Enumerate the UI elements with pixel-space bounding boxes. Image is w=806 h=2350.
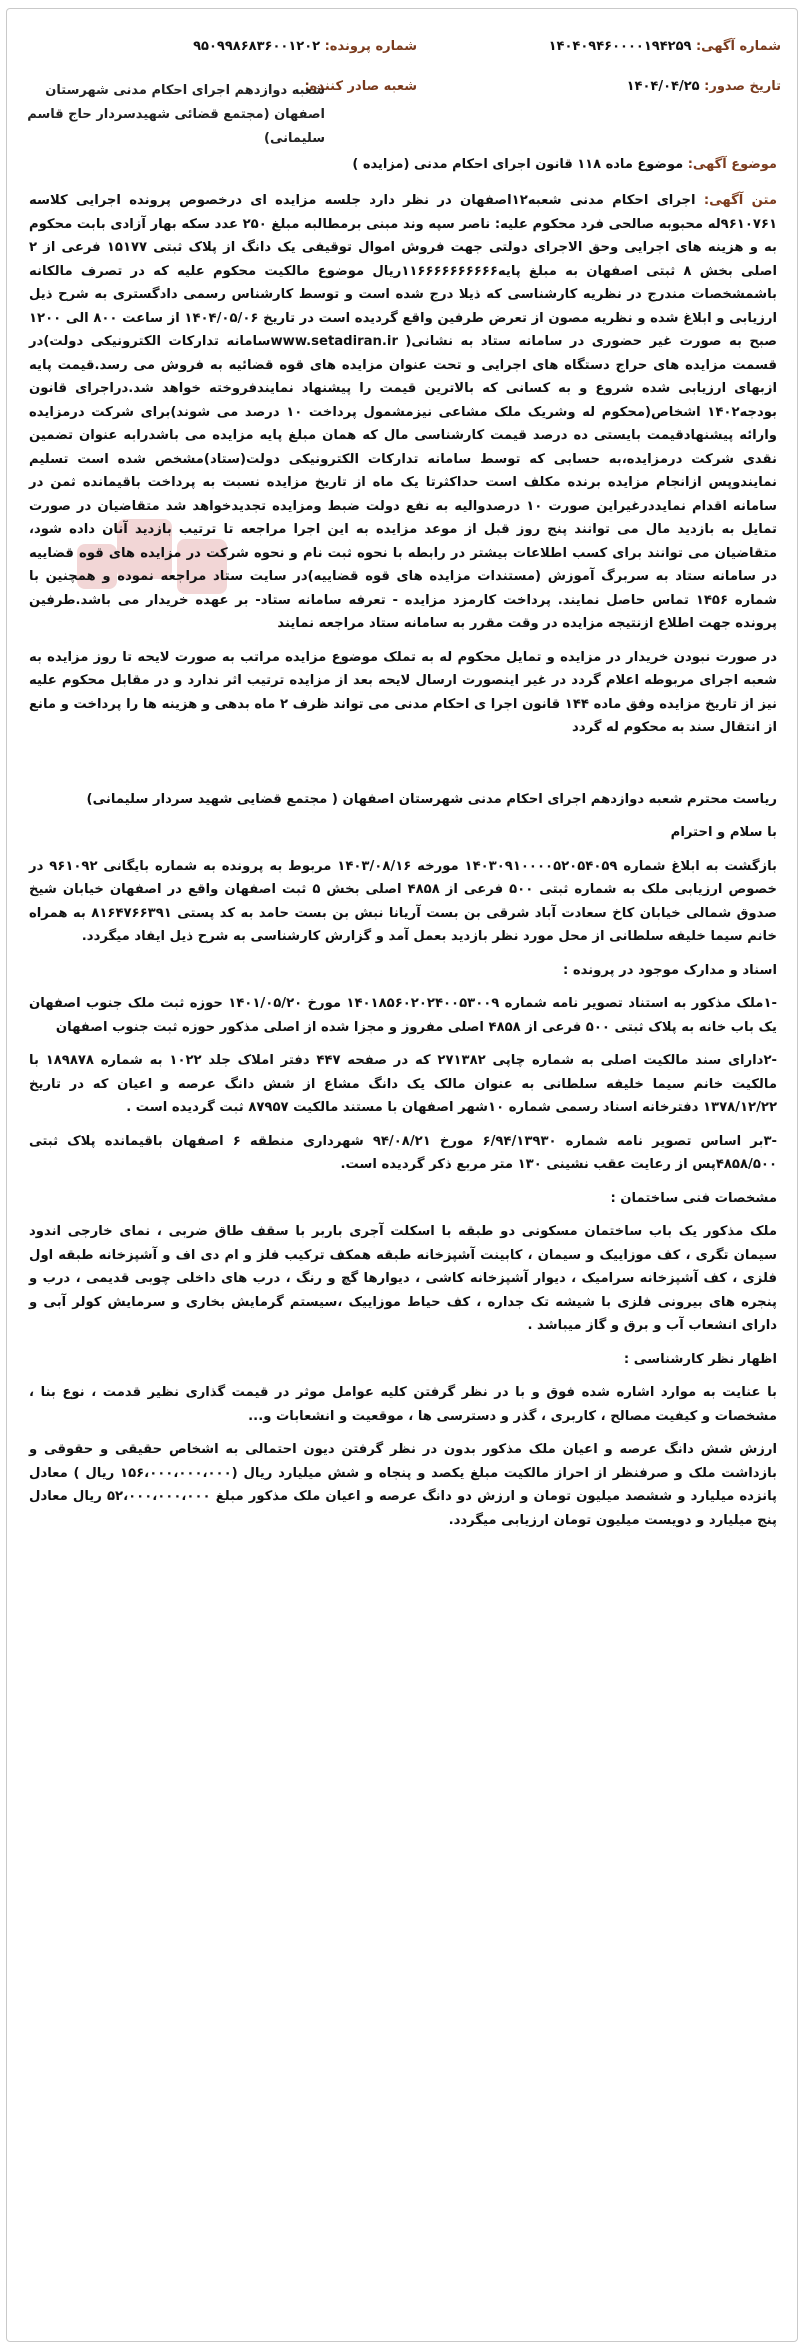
case-number (193, 39, 417, 54)
report-addressee: ریاست محترم شعبه دوازدهم اجرای احکام مدنی شهرستان اصفهان ( مجتمع قضایی شهید سردار سلیمانی) (86, 791, 777, 807)
header (7, 39, 797, 146)
doc-item-2: -۲دارای سند مالکیت اصلی به شماره چاپی ۲۷۱۳۸۲ که در صفحه ۴۴۷ دفتر املاک جلد ۱۰۲۲ به شماره ۱۸۹۸۷۸ با مالکیت خانم سیما خلیفه سلطانی به عنوان مالک یک دانگ مشاع از شش دانگ عرصه و اعیان که در تاریخ ۱۳۷۸/۱۲/۲۲ دفترخانه اسناد رسمی شماره ۱۰شهر اصفهان با مستند مالکیت ۸۷۹۵۷ ثبت گردیده است . (29, 1053, 777, 1115)
document-frame (6, 8, 798, 2342)
ad-topic (27, 157, 777, 172)
issue-date (627, 79, 781, 94)
body-para-2: در صورت نبودن خریدار در مزایده و تمایل محکوم له به تملک موضوع مزایده مراتب به صورت لایحه تا روز مزایده به شعبه اجرای مربوطه اعلام گردد در غیر اینصورت ارسال لایحه بعد از مزایده ترتیب اثر ندارد و در مقابل محکوم علیه نیز از تاریخ مزایده وفق ماده ۱۴۴ قانون اجرا ی احکام مدنی می تواند ظرف ۲ ماه بدهی و هزینه ها را پرداخت و مانع از انتقال سند به محکوم له گردد (29, 649, 778, 735)
docs-heading: اسناد و مدارک موجود در پرونده : (562, 962, 777, 978)
body-intro-text: اجرای احکام مدنی شعبه۱۲اصفهان در نظر دارد جلسه مزایده ای درخصوص پرونده اجرایی کلاسه ۹۶۱۰۷۶۱له محبوبه صالحی فرد محکوم علیه: ناصر سپه وند مبنی برمطالبه مبلغ ۲۵۰ عدد سکه بهار آزادی بابت محکوم به و هزینه های اجرایی وحق الاجرای دولتی جهت فروش اموال توقیفی یک دانگ از پلاک ثبتی ۱۵۱۷۷ فرعی از ۲ اصلی بخش ۸ ثبتی اصفهان به مبلغ پایه۱۱۶۶۶۶۶۶۶۶۶۶ریال موضوع مالکیت محکوم علیه که در تصرف مالکانه باشمشخصات مندرج در نظریه کارشناسی که ذیلا درج شده است و توسط کارشناس رسمی دادگستری به شرح ذیل ارزیابی و ابلاغ شده و نظریه مصون از تعرض طرفین واقع گردیده است در تاریخ ۱۴۰۴/۰۵/۰۶ از ساعت ۸۰۰ الی ۱۲۰۰ صبح به صورت غیر حضوری در سامانه ستاد به نشانی( www.setadiran.irسامانه تدارکات الکترونیکی دولت)در قسمت مزایده های حراج دستگاه های اجرایی و تحت عنوان مزایده های قوه قضائیه به فروش می رسد.قیمت پایه ازبهای ارزیابی شده شروع و به کسانی که بالاترین قیمت را پیشنهاد نمایندفروخته خواهد شد.دراجرای قانون بودجه۱۴۰۲ اشخاص(محکوم له وشریک ملک مشاعی نیزمشمول پرداخت ۱۰ درصد می شوند)برای شرکت درمزایده وارائه پیشنهادقیمت بایستی ده درصد قیمت کارشناسی مال که همان مبلغ پایه مزایده می باشدرابه عنوان تضمین نقدی شرکت درمزایده،به حسابی که توسط سامانه تدارکات الکترونیکی دولت(ستاد)مشخص شده است تسلیم نمایندوپس ازانجام مزایده برنده مکلف است حداکثرتا یک ماه از تاریخ مزایده نسبت به پرداخت باقیمانده ثمن در سامانه اقدام نمایددرغیراین صورت ۱۰ درصدوالیه به نفع دولت ضبط ومزایده تجدیدخواهد شد متقاضیان در صورت تمایل به بازدید مال می توانند پنج روز قبل از موعد مزایده به این اجرا مراجعه تا ترتیب بازدید آنان داده شود، متقاضیان می توانند برای کسب اطلاعات بیشتر در رابطه با نحوه ثبت نام و نحوه شرکت در مزایده های قوه قضاییه در سامانه ستاد به سربرگ آموزش (مستندات مزایده های قوه قضاییه)در سایت ستاد مراجعه نموده و همچنین با شماره ۱۴۵۶ تماس حاصل نمایند. پرداخت کارمزد مزایده - تعرفه سامانه ستاد- بر عهده خریدار می باشد.طرفین پرونده جهت اطلاع ازنتیجه مزایده در وقت مقرر به سامانه ستاد مراجعه نمایند (29, 193, 778, 631)
issue-date-label: تاریخ صدور: (704, 79, 781, 94)
topic-text: موضوع ماده ۱۱۸ قانون اجرای احکام مدنی (مزایده ) (352, 157, 684, 172)
ad-number-value: ۱۴۰۴۰۹۴۶۰۰۰۰۱۹۴۲۵۹ (548, 39, 692, 54)
case-number-label: شماره پرونده: (324, 39, 417, 54)
issuer-value: شعبه دوازدهم اجرای احکام مدنی شهرستان اصفهان (مجتمع قضائی شهیدسردار حاج قاسم سلیمانی) (27, 83, 325, 146)
opinion-para-2: ارزش شش دانگ عرصه و اعیان ملک مذکور بدون در نظر گرفتن دیون احتمالی به اشخاص حقیقی و حقوقی و بازداشت ملک و صرفنظر از احراز مالکیت مبلغ یکصد و پنجاه و شش میلیارد ریال (۱۵۶،۰۰۰،۰۰۰،۰۰۰ ریال ) معادل پانزده میلیارد و ششصد میلیون تومان و ارزش دو دانگ عرصه و اعیان ملک مذکور مبلغ ۵۲،۰۰۰،۰۰۰،۰۰۰ ریال معادل پنج میلیارد و دویست میلیون تومان ارزیابی میگردد. (29, 1442, 777, 1528)
issuer-label: شعبه صادر کننده: (304, 79, 417, 94)
issue-date-value: ۱۴۰۴/۰۴/۲۵ (626, 79, 700, 94)
case-number-value: ۹۵۰۹۹۸۶۸۳۶۰۰۱۲۰۲ (193, 39, 321, 54)
doc-item-1: -۱ملک مذکور به استناد تصویر نامه شماره ۱۴۰۱۸۵۶۰۲۰۲۴۰۰۵۳۰۰۹ مورخ ۱۴۰۱/۰۵/۲۰ حوزه ثبت ملک جنوب اصفهان یک باب خانه به پلاک ثبتی ۵۰۰ فرعی از ۴۸۵۸ اصلی مفروز و مجزا شده از اصلی مذکور حوزه ثبت جنوب اصفهان (29, 996, 778, 1035)
doc-item-3: -۳بر اساس تصویر نامه شماره ۶/۹۴/۱۳۹۳۰ مورخ ۹۴/۰۸/۲۱ شهرداری منطقه ۶ اصفهان باقیمانده پلاک ثبتی ۴۸۵۸/۵۰۰پس از رعایت عقب نشینی ۱۳۰ متر مربع ذکر گردیده است. (29, 1133, 777, 1172)
tech-heading: مشخصات فنی ساختمان : (610, 1190, 777, 1206)
report-intro: بازگشت به ابلاغ شماره ۱۴۰۳۰۹۱۰۰۰۰۵۲۰۵۴۰۵۹ مورخه ۱۴۰۳/۰۸/۱۶ مربوط به پرونده به شماره بایگانی ۹۶۱۰۹۲ در خصوص ارزیابی ملک به شماره ثبتی ۵۰۰ فرعی از ۴۸۵۸ اصلی بخش ۵ ثبت اصفهان واقع در اصفهان خیابان شیخ صدوق شمالی خیابان کاخ سعادت آباد شرقی بن بست آریانا نبش بن بست حامد به کد پستی ۸۱۶۴۷۶۶۳۹۱ به همراه خانم سیما خلیفه سلطانی از محل مورد نظر بازدید بعمل آمد و گزارش کارشناسی به شرح ذیل ایفاد میگردد. (29, 858, 777, 944)
opinion-heading: اظهار نظر کارشناسی : (623, 1351, 777, 1367)
header-row-2 (7, 79, 797, 146)
topic-label: موضوع آگهی: (687, 157, 777, 172)
body-label: متن آگهی: (703, 193, 777, 208)
body-intro (29, 189, 777, 636)
spacer (29, 750, 777, 788)
ad-content (29, 189, 777, 1542)
tech-specs: ملک مذکور یک باب ساختمان مسکونی دو طبقه با اسکلت آجری باربر با سقف طاق ضربی ، نمای خارجی اندود سیمان تگری ، کف موزاییک و سیمان ، کابینت آشپزخانه طبقه همکف ترکیب فلز و ام دی اف و آشپزخانه طبقه اول فلزی ، کف آشپزخانه سرامیک ، دیوار آشپزخانه کاشی ، دیوارها گچ و رنگ ، درب های داخلی چوبی قدیمی ، درب و پنجره های بیرونی فلزی با شیشه تک جداره ، کف حیاط موزاییک ،سیستم گرمایش بخاری و سرمایش کولر آبی و دارای انشعاب آب و برق و گاز میباشد . (29, 1224, 777, 1333)
report-greeting: با سلام و احترام (670, 825, 777, 840)
opinion-para-1: با عنایت به موارد اشاره شده فوق و با در نظر گرفتن کلیه عوامل موثر در قیمت گذاری نظیر قدمت ، نوع بنا ، مشخصات و کیفیت مصالح ، کاربری ، گذر و دسترسی ها ، موقعیت و انشعابات و... (29, 1385, 777, 1424)
header-row-1 (7, 39, 797, 69)
ad-number (549, 39, 781, 54)
ad-number-label: شماره آگهی: (695, 39, 781, 54)
